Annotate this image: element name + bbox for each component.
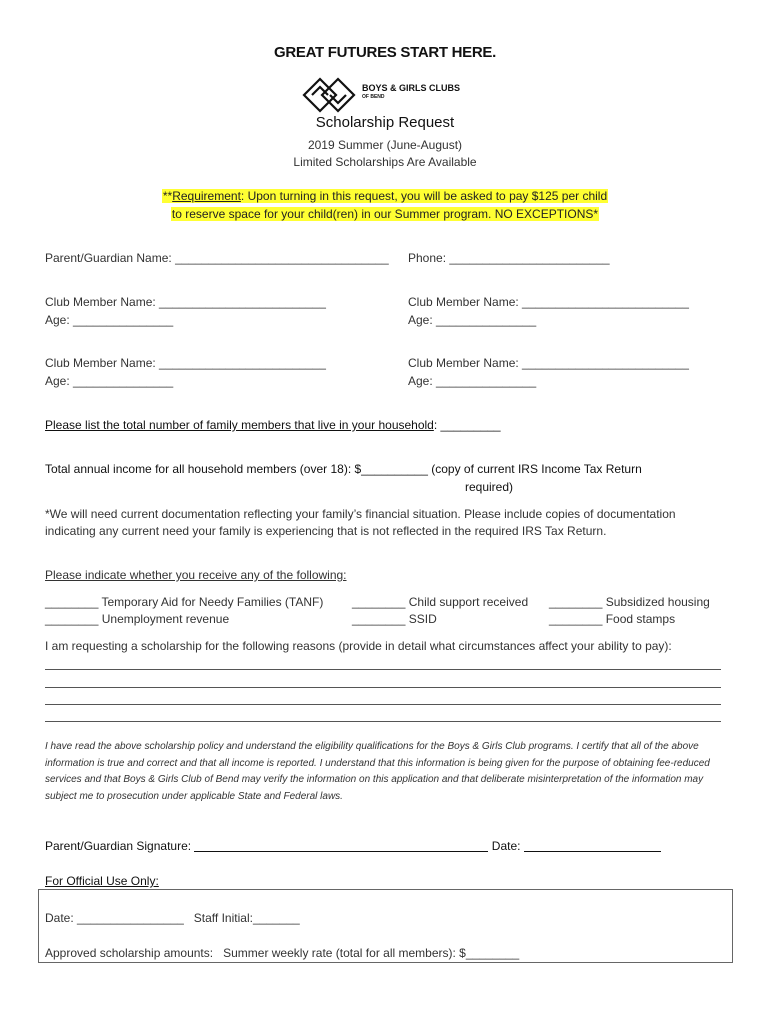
documentation-note-1: *We will need current documentation reflecting your family’s financial situation. Please include copies of documentation xyxy=(45,507,676,521)
assistance-item-tanf[interactable]: ________ Temporary Aid for Needy Families (TANF) xyxy=(45,595,324,609)
reason-line[interactable] xyxy=(45,704,721,705)
assistance-item-food-stamps[interactable]: ________ Food stamps xyxy=(549,612,676,626)
club-member-age-field[interactable]: Age: _______________ xyxy=(408,313,537,327)
reasons-prompt: I am requesting a scholarship for the following reasons (provide in detail what circumstances affect your ability to pay): xyxy=(45,639,672,653)
assistance-item-unemployment[interactable]: ________ Unemployment revenue xyxy=(45,612,230,626)
assistance-heading: Please indicate whether you receive any of the following: xyxy=(45,568,347,582)
official-use-heading xyxy=(45,874,159,888)
signature-date-line[interactable] xyxy=(524,840,661,852)
household-blank[interactable]: : _________ xyxy=(433,418,501,432)
availability-text: Limited Scholarships Are Available xyxy=(293,155,477,169)
signature-line[interactable] xyxy=(194,840,488,852)
household-label: Please list the total number of family members that live in your household xyxy=(45,418,434,432)
household-count-field[interactable] xyxy=(45,418,501,432)
official-date-staff-row[interactable]: Date: ________________ Staff Initial:_______ xyxy=(45,911,300,925)
requirement-label: Requirement xyxy=(172,189,241,203)
tagline: GREAT FUTURES START HERE. xyxy=(274,44,496,61)
signature-row xyxy=(45,839,661,853)
form-title: Scholarship Request xyxy=(315,114,455,131)
org-location: OF BEND xyxy=(362,94,385,100)
club-member-name-field[interactable]: Club Member Name: _________________________ xyxy=(408,356,689,370)
reason-line[interactable] xyxy=(45,669,721,670)
season-text: 2019 Summer (June-August) xyxy=(307,138,463,152)
income-line-1[interactable]: Total annual income for all household members (over 18): $__________ (copy of current IRS Income Tax Return xyxy=(45,462,642,476)
income-line-2: required) xyxy=(465,480,514,494)
phone-field[interactable]: Phone: ________________________ xyxy=(408,251,610,265)
certification-text: I have read the above scholarship policy and understand the eligibility qualifications for the Boys & Girls Club programs. I certify that all of the above information is true and correct and that all income is reported. I understand that this information is being given for the purpose of obtaining fee-reduced services and that Boys & Girls Club of Bend may verify the information on this application and that deliberate misinterpretation of the information may subject me to prosecution under applicable State and Federal laws. xyxy=(45,741,710,802)
logo-mark-icon xyxy=(300,76,358,114)
assistance-item-ssid[interactable]: ________ SSID xyxy=(352,612,437,626)
signature-date-label: Date: xyxy=(488,839,524,853)
parent-name-field[interactable]: Parent/Guardian Name: ________________________________ xyxy=(45,251,389,265)
documentation-note-2: indicating any current need your family is experiencing that is not reflected in the required IRS Tax Return. xyxy=(45,524,607,538)
requirement-text: Upon turning in this request, you will be asked to pay $125 per child xyxy=(244,189,608,203)
org-logo xyxy=(300,76,472,116)
reason-line[interactable] xyxy=(45,721,721,722)
official-use-heading-text: For Official Use Only: xyxy=(45,874,159,888)
approved-amount-row[interactable]: Approved scholarship amounts: Summer weekly rate (total for all members): $________ xyxy=(45,946,520,960)
club-member-name-field[interactable]: Club Member Name: _________________________ xyxy=(45,356,326,370)
requirement-line-1 xyxy=(0,189,770,203)
reason-line[interactable] xyxy=(45,687,721,688)
signature-label: Parent/Guardian Signature: xyxy=(45,839,195,853)
org-name: BOYS & GIRLS CLUBS xyxy=(362,83,461,93)
club-member-age-field[interactable]: Age: _______________ xyxy=(408,374,537,388)
requirement-text-2: to reserve space for your child(ren) in our Summer program. NO EXCEPTIONS* xyxy=(171,207,599,221)
club-member-name-field[interactable]: Club Member Name: _________________________ xyxy=(45,295,326,309)
requirement-line-2 xyxy=(0,207,770,221)
club-member-name-field[interactable]: Club Member Name: _________________________ xyxy=(408,295,689,309)
club-member-age-field[interactable]: Age: _______________ xyxy=(45,374,174,388)
requirement-colon: : xyxy=(240,189,245,203)
assistance-item-child-support[interactable]: ________ Child support received xyxy=(352,595,529,609)
requirement-prefix: ** xyxy=(162,189,173,203)
club-member-age-field[interactable]: Age: _______________ xyxy=(45,313,174,327)
assistance-item-housing[interactable]: ________ Subsidized housing xyxy=(549,595,710,609)
